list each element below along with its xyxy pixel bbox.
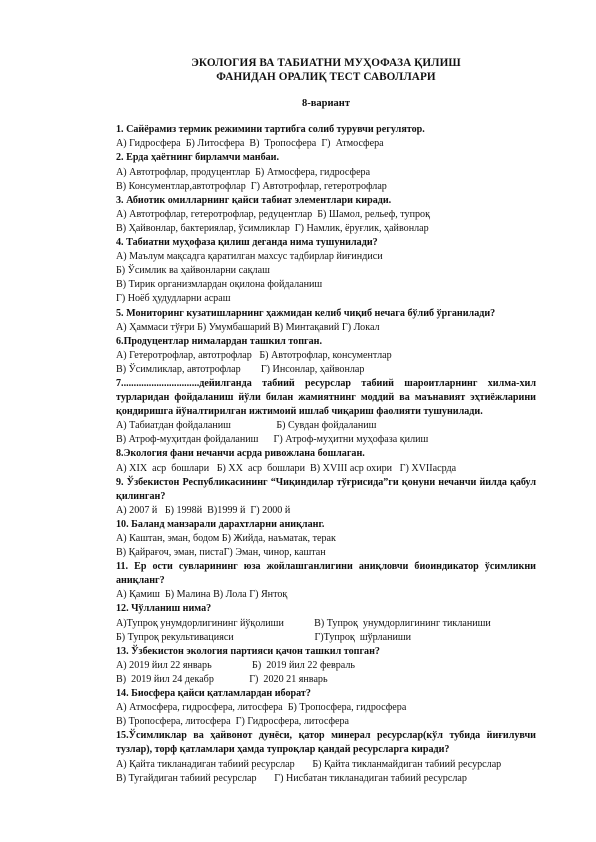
variant-label: 8-вариант [301, 98, 350, 110]
answer-options: А) Автотрофлар, продуцентлар Б) Атмосфера, гидросфера [116, 166, 371, 178]
answer-options: А) Қамиш Б) Малина В) Лола Г) Янтоқ [116, 589, 288, 601]
answer-options: В) 2019 йил 24 декабр Г) 2020 21 январь [116, 673, 328, 685]
question-block [116, 645, 536, 687]
question-text: 2. Ерда ҳаётнинг бирламчи манбаи. [116, 152, 280, 164]
answer-options: А) Маълум мақсадга қаратилган махсус тадбирлар йиғиндиси [116, 251, 383, 263]
answer-options: А) Гетеротрофлар, автотрофлар Б) Автотрофлар, консументлар [116, 349, 392, 361]
answer-options: А) Ҳаммаси тўғри Б) Умумбашарий В) Минтақавий Г) Локал [116, 321, 380, 333]
question-block [116, 307, 536, 335]
answer-options: В) Тугайдиган табиий ресурслар Г) Нисбатан тикланадиган табиий ресурслар [116, 772, 467, 784]
question-block [116, 151, 536, 193]
title-line-2: ФАНИДАН ОРАЛИҚ ТЕСТ САВОЛЛАРИ [216, 70, 436, 83]
answer-options: Г) Ноёб ҳудудларни асраш [116, 293, 231, 305]
question-block [116, 518, 536, 560]
question-block [116, 476, 536, 518]
answer-options: В) Атроф-муҳитдан фойдаланиш Г) Атроф-муҳитни муҳофаза қилиш [116, 434, 429, 446]
question-block [116, 602, 536, 644]
question-block [116, 194, 536, 236]
answer-options: В) Қайрағоч, эман, пистаГ) Эман, чинор, каштан [116, 547, 326, 559]
question-block [116, 123, 536, 151]
answer-options: А) Каштан, эман, бодом Б) Жийда, наъматак, терак [116, 533, 336, 544]
question-text: 11. Ер ости сувларининг юза жойлашганлигини аниқловчи биоиндикатор ўсимликни аниқланг? [116, 561, 536, 587]
answer-options: А) Қайта тикланадиган табиий ресурслар Б) Қайта тикланмайдиган табиий ресурслар [116, 758, 502, 770]
question-block [116, 335, 536, 377]
answer-options: А) XIX аср бошлари Б) XX аср бошлари В) XVIII аср охири Г) XVIIасрда [116, 462, 457, 474]
question-block [116, 729, 536, 785]
answer-options: А)Тупроқ унумдорлигининг йўқолиши В) Тупроқ унумдорлигининг тикланиши [116, 617, 491, 629]
question-block [116, 560, 536, 602]
question-text: 5. Мониторинг кузатишларнинг ҳажмидан келиб чиқиб нечага бўлиб ўрганилади? [116, 307, 496, 319]
question-block [116, 687, 536, 729]
answer-options: В) Ҳайвонлар, бактериялар, ўсимликлар Г) Намлик, ёруғлик, ҳайвонлар [116, 222, 429, 234]
question-text: 12. Чўлланиш нима? [116, 603, 212, 615]
answer-options: В) Консументлар,автотрофлар Г) Автотрофлар, гетеротрофлар [116, 180, 387, 192]
title-line-1: ЭКОЛОГИЯ ВА ТАБИАТНИ МУҲОФАЗА ҚИЛИШ [191, 57, 461, 69]
question-text: 9. Ўзбекистон Республикасининг “Чиқиндилар тўғрисида”ги қонуни нечанчи йилда қабул қилинган? [116, 476, 536, 502]
question-block [116, 236, 536, 306]
answer-options: В) Тропосфера, литосфера Г) Гидросфера, литосфера [116, 716, 350, 728]
question-text: 10. Баланд манзарали дарахтларни аниқланг. [116, 518, 325, 530]
answer-options: Б) Ўсимлик ва ҳайвонларни сақлаш [116, 265, 270, 277]
question-text: 3. Абиотик омилларнинг қайси табиат элементлари киради. [116, 194, 392, 206]
answer-options: А) Табиатдан фойдаланиш Б) Сувдан фойдаланиш [116, 420, 377, 432]
answer-options: В) Тирик организмлардан оқилона фойдаланиш [116, 279, 323, 291]
question-text: 13. Ўзбекистон экология партияси қачон ташкил топган? [116, 645, 380, 657]
answer-options: А) Атмосфера, гидросфера, литосфера Б) Тропосфера, гидросфера [116, 702, 407, 714]
answer-options: А) Гидросфера Б) Литосфера В) Тропосфера Г) Атмосфера [116, 138, 384, 150]
answer-options: А) Автотрофлар, гетеротрофлар, редуцентлар Б) Шамол, рельеф, тупроқ [116, 208, 431, 220]
question-list [116, 123, 536, 785]
question-text: 4. Табиатни муҳофаза қилиш деганда нима тушунилади? [116, 237, 378, 249]
question-text: 1. Сайёрамиз термик режимини тартибга солиб турувчи регулятор. [116, 124, 425, 136]
question-text: 8.Экология фани нечанчи асрда ривожлана бошлаган. [116, 448, 365, 460]
answer-options: А) 2007 й Б) 1998й В)1999 й Г) 2000 й [116, 504, 291, 516]
answer-options: А) 2019 йил 22 январь Б) 2019 йил 22 февраль [116, 659, 355, 671]
document-title [116, 57, 536, 84]
question-block [116, 377, 536, 447]
answer-options: Б) Тупроқ рекультивацияси Г)Тупроқ шўрланиши [116, 631, 412, 643]
question-text: 6.Продуцентлар нималардан ташкил топган. [116, 335, 322, 347]
question-text: 14. Биосфера қайси қатламлардан иборат? [116, 688, 311, 700]
question-text: 15.Ўсимликлар ва ҳайвонот дунёси, қатор минерал ресурслар(кўл тубида йиғилувчи тузлар), торф қатламлари ҳамда тупроқлар қандай ресурсларга киради? [116, 730, 536, 756]
question-text: 7...............................дейилганда табиий ресурслар табиий шароитларнинг хилма-хил турларидан фойдаланиш йўли билан жамиятнинг моддий ва маънавият эҳтиёжларини қондиришга йўналтирилган ижтимоий ишлаб чиқариш фаолияти тушунилади. [116, 377, 536, 418]
answer-options: В) Ўсимликлар, автотрофлар Г) Инсонлар, ҳайвонлар [116, 363, 365, 375]
question-block [116, 447, 536, 475]
